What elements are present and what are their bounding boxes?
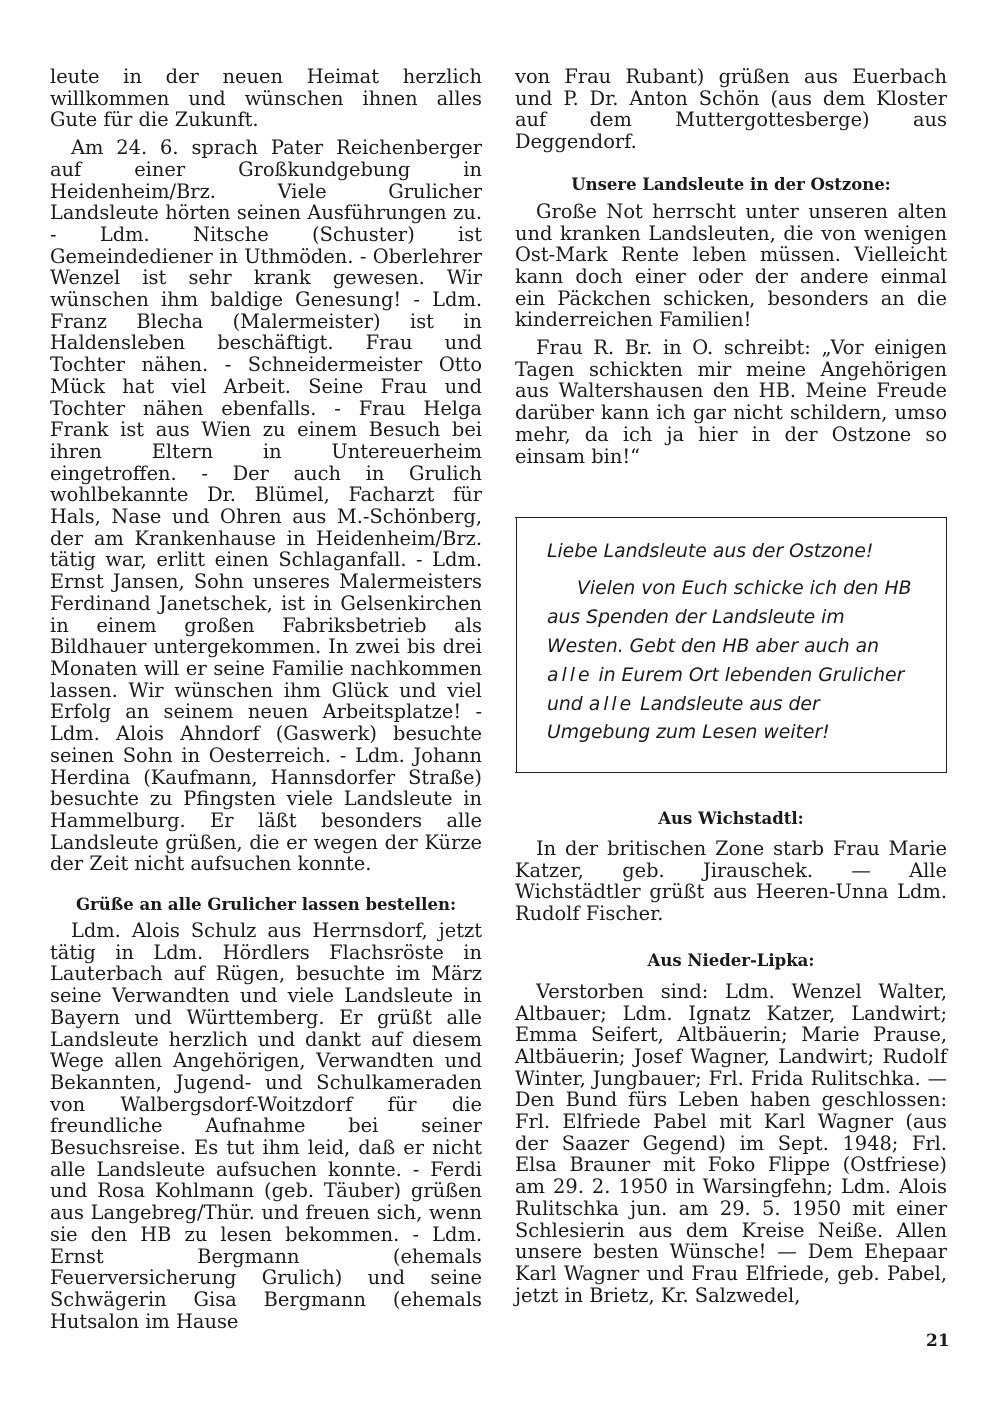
- right-column-lower: [515, 808, 947, 1306]
- heading-greetings: Grüße an alle Grulicher lassen bestellen:: [75, 895, 457, 915]
- paragraph-letter-quote: Frau R. Br. in O. schreibt: „Vor einigen Tagen schickten mir meine Angehörigen aus Waltershausen den HB. Meine Freude darüber kann ich gar nicht schildern, umso mehr, da ich ja hier in der Ostzone so einsam bin!“: [515, 336, 947, 468]
- notice-text-c: Landsleute aus der Umgebung zum Lesen weiter!: [547, 693, 830, 744]
- notice-box-left-rule: [516, 518, 517, 772]
- paragraph-nieder-lipka: Verstorben sind: Ldm. Wenzel Walter, Altbauer; Ldm. Ignatz Katzer, Landwirt; Emma Seifert, Altbäuerin; Marie Prause, Altbäuerin; Josef Wagner, Landwirt; Rudolf Winter, Jungbauer; Frl. Frida Rulitschka. — Den Bund fürs Leben haben geschlossen: Frl. Elfriede Pabel mit Karl Wagner (aus der Saazer Gegend) im Sept. 1948; Frl. Elsa Brauner mit Foko Flippe (Ostfriese) am 29. 2. 1950 in Warsingfehn; Ldm. Alois Rulitschka jun. am 29. 5. 1950 mit einer Schlesierin aus dem Kreise Neiße. Allen unsere besten Wünsche! — Dem Ehepaar Karl Wagner und Frau Elfriede, geb. Pabel, jetzt in Brietz, Kr. Salzwedel,: [515, 979, 947, 1307]
- notice-text-b: in Eurem Ort lebenden Grulicher und: [547, 664, 905, 715]
- notice-text-a: Vielen von Euch schicke ich den HB aus Spenden der Landsleute im Westen. Gebt den HB aber auch an: [547, 577, 912, 657]
- paragraph-ostzone-need: Große Not herrscht unter unseren alten und kranken Landsleuten, die von wenigen Ost-Mark Rente leben müssen. Vielleicht kann doch einer oder der andere einmal ein Päckchen schicken, besonders an die kinderreichen Familien!: [515, 199, 947, 332]
- paragraph-local-news: Am 24. 6. sprach Pater Reichenberger auf einer Großkundgebung in Heidenheim/Brz. Viele Grulicher Landsleute hörten seinen Ausführungen zu. - Ldm. Nitsche (Schuster) ist Gemeindediener in Uthmöden. - Oberlehrer Wenzel ist sehr krank gewesen. Wir wünschen ihm baldige Genesung! - Ldm. Franz Blecha (Malermeister) ist in Haldensleben beschäftigt. Frau und Tochter nähen. - Schneidermeister Otto Mück hat viel Arbeit. Seine Frau und Tochter nähen ebenfalls. - Frau Helga Frank ist aus Wien zu einem Besuch bei ihren Eltern in Untereuerheim eingetroffen. - Der auch in Grulich wohlbekannte Dr. Blümel, Facharzt für Hals, Nase und Ohren aus M.-Schönberg, der am Krankenhause in Heidenheim/Brz. tätig war, erlitt einen Schlaganfall. - Ldm. Ernst Jansen, Sohn unseres Malermeisters Ferdinand Janetschek, ist in Gelsenkirchen in einem großen Fabriksbetrieb als Bildhauer untergekommen. In zwei bis drei Monaten will er seine Familie nachkommen lassen. Wir wünschen ihm Glück und viel Erfolg an seinem neuen Arbeitsplatze! - Ldm. Alois Ahndorf (Gaswerk) besuchte seinen Sohn in Oesterreich. - Ldm. Johann Herdina (Kaufmann, Hannsdorfer Straße) besuchte zu Pfingsten viele Landsleute in Hammelburg. Er läßt besonders alle Landsleute grüßen, die er wegen der Kürze der Zeit nicht aufsuchen konnte.: [50, 136, 482, 876]
- paragraph-welcome-end: leute in der neuen Heimat herzlich willkommen und wünschen ihnen alles Gute für die Zukunft.: [50, 65, 482, 132]
- notice-salutation: Liebe Landsleute aus der Ostzone!: [547, 541, 874, 562]
- paragraph-greetings: Ldm. Alois Schulz aus Herrnsdorf, jetzt tätig in Ldm. Hördlers Flachsröste in Lauterbach auf Rügen, besuchte im März seine Verwandten und viele Landsleute in Bayern und Württemberg. Er grüßt alle Landsleute herzlich und dankt auf diesem Wege allen Angehörigen, Verwandten und Bekannten, Jugend- und Schulkameraden von Walbergsdorf-Woitzdorf für die freundliche Aufnahme bei seiner Besuchsreise. Es tut ihm leid, daß er nicht alle Landsleute aufsuchen konnte. - Ferdi und Rosa Kohlmann (geb. Täuber) grüßen aus Langebreg/Thür. und freuen sich, wenn sie den HB zu lesen bekommen. - Ldm. Ernst Bergmann (ehemals Feuerversicherung Grulich) und seine Schwägerin Gisa Bergmann (ehemals Hutsalon im Hause: [50, 919, 482, 1333]
- paragraph-greetings-continued: von Frau Rubant) grüßen aus Euerbach und P. Dr. Anton Schön (aus dem Kloster auf dem Muttergottesberge) aus Deggendorf.: [515, 65, 947, 154]
- notice-alle-2: alle: [588, 693, 635, 715]
- notice-body: [547, 575, 925, 748]
- notice-box-text: [547, 538, 925, 748]
- heading-nieder-lipka: Aus Nieder-Lipka:: [647, 950, 815, 970]
- heading-wichstadtl: Aus Wichstadtl:: [658, 809, 804, 828]
- heading-ostzone: Unsere Landsleute in der Ostzone:: [571, 174, 891, 194]
- notice-box: [515, 517, 947, 773]
- right-column: [515, 66, 947, 467]
- left-column: [50, 66, 482, 1332]
- notice-alle-1: alle: [547, 664, 593, 686]
- paragraph-wichstadtl: In der britischen Zone starb Frau Marie Katzer, geb. Jirauschek. — Alle Wichstädtler grüßt aus Heeren-Unna Ldm. Rudolf Fischer.: [515, 837, 947, 926]
- notice-box-right-rule: [946, 518, 947, 772]
- page-number: 21: [926, 1331, 950, 1351]
